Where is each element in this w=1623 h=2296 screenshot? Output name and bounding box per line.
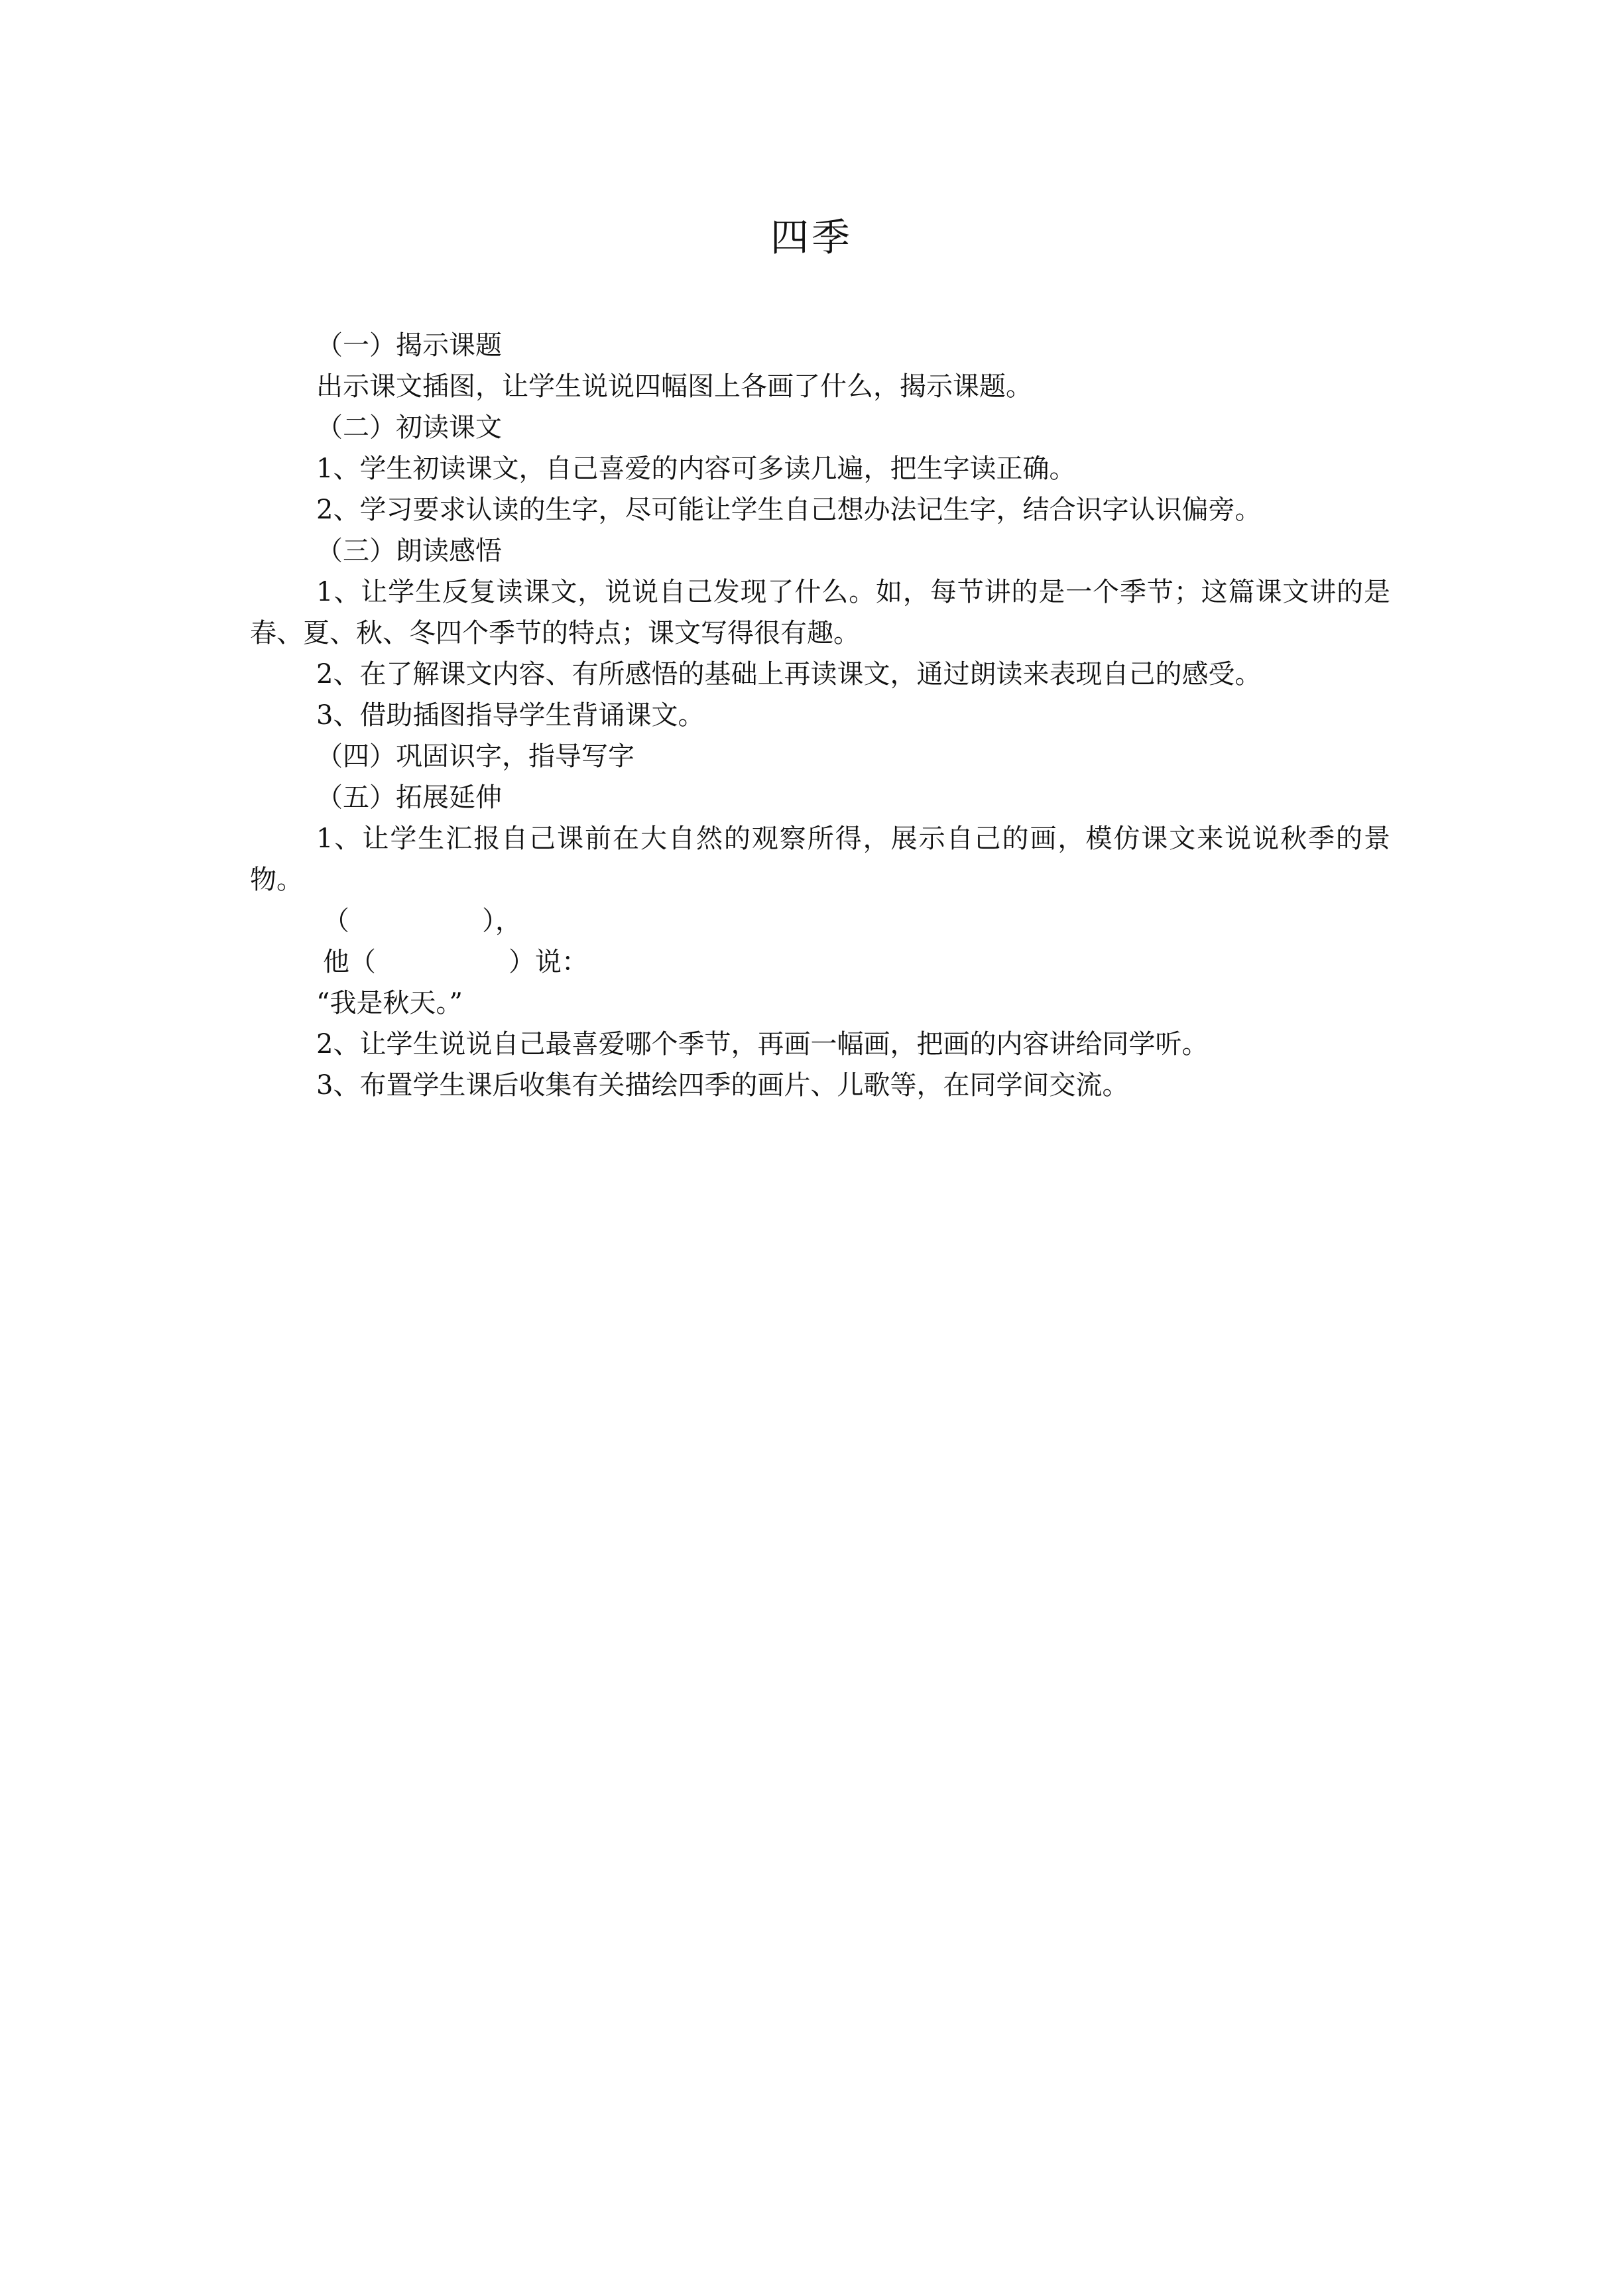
section-heading-5: （五）拓展延伸	[316, 782, 502, 813]
document-body	[250, 325, 1390, 1106]
paragraph: 2、在了解课文内容、有所感悟的基础上再读课文，通过朗读来表现自己的感受。	[316, 659, 1262, 690]
fill-in-line-2: 他（ ）说：	[323, 947, 588, 977]
paragraph: 3、借助插图指导学生背诵课文。	[316, 700, 705, 731]
paragraph: 1、让学生汇报自己课前在大自然的观察所得，展示自己的画，模仿课文来说说秋季的景物。	[250, 823, 1390, 895]
section-heading-4: （四）巩固识字，指导写字	[316, 741, 634, 772]
quote-line: “我是秋天。”	[316, 988, 463, 1018]
section-heading-3: （三）朗读感悟	[316, 536, 502, 566]
paragraph: 1、学生初读课文，自己喜爱的内容可多读几遍，把生字读正确。	[316, 453, 1076, 484]
paragraph: 3、布置学生课后收集有关描绘四季的画片、儿歌等，在同学间交流。	[316, 1070, 1129, 1101]
paragraph: 1、让学生反复读课文，说说自己发现了什么。如，每节讲的是一个季节；这篇课文讲的是春、夏、秋、冬四个季节的特点；课文写得很有趣。	[250, 577, 1390, 648]
section-heading-2: （二）初读课文	[316, 412, 502, 443]
document-title: 四季	[770, 215, 853, 260]
fill-in-line-1: （ ），	[323, 906, 522, 936]
paragraph: 出示课文插图，让学生说说四幅图上各画了什么，揭示课题。	[316, 371, 1032, 402]
section-heading-1: （一）揭示课题	[316, 330, 502, 361]
paragraph: 2、让学生说说自己最喜爱哪个季节，再画一幅画，把画的内容讲给同学听。	[316, 1029, 1209, 1059]
paragraph: 2、学习要求认读的生字，尽可能让学生自己想办法记生字，结合识字认识偏旁。	[316, 495, 1262, 525]
